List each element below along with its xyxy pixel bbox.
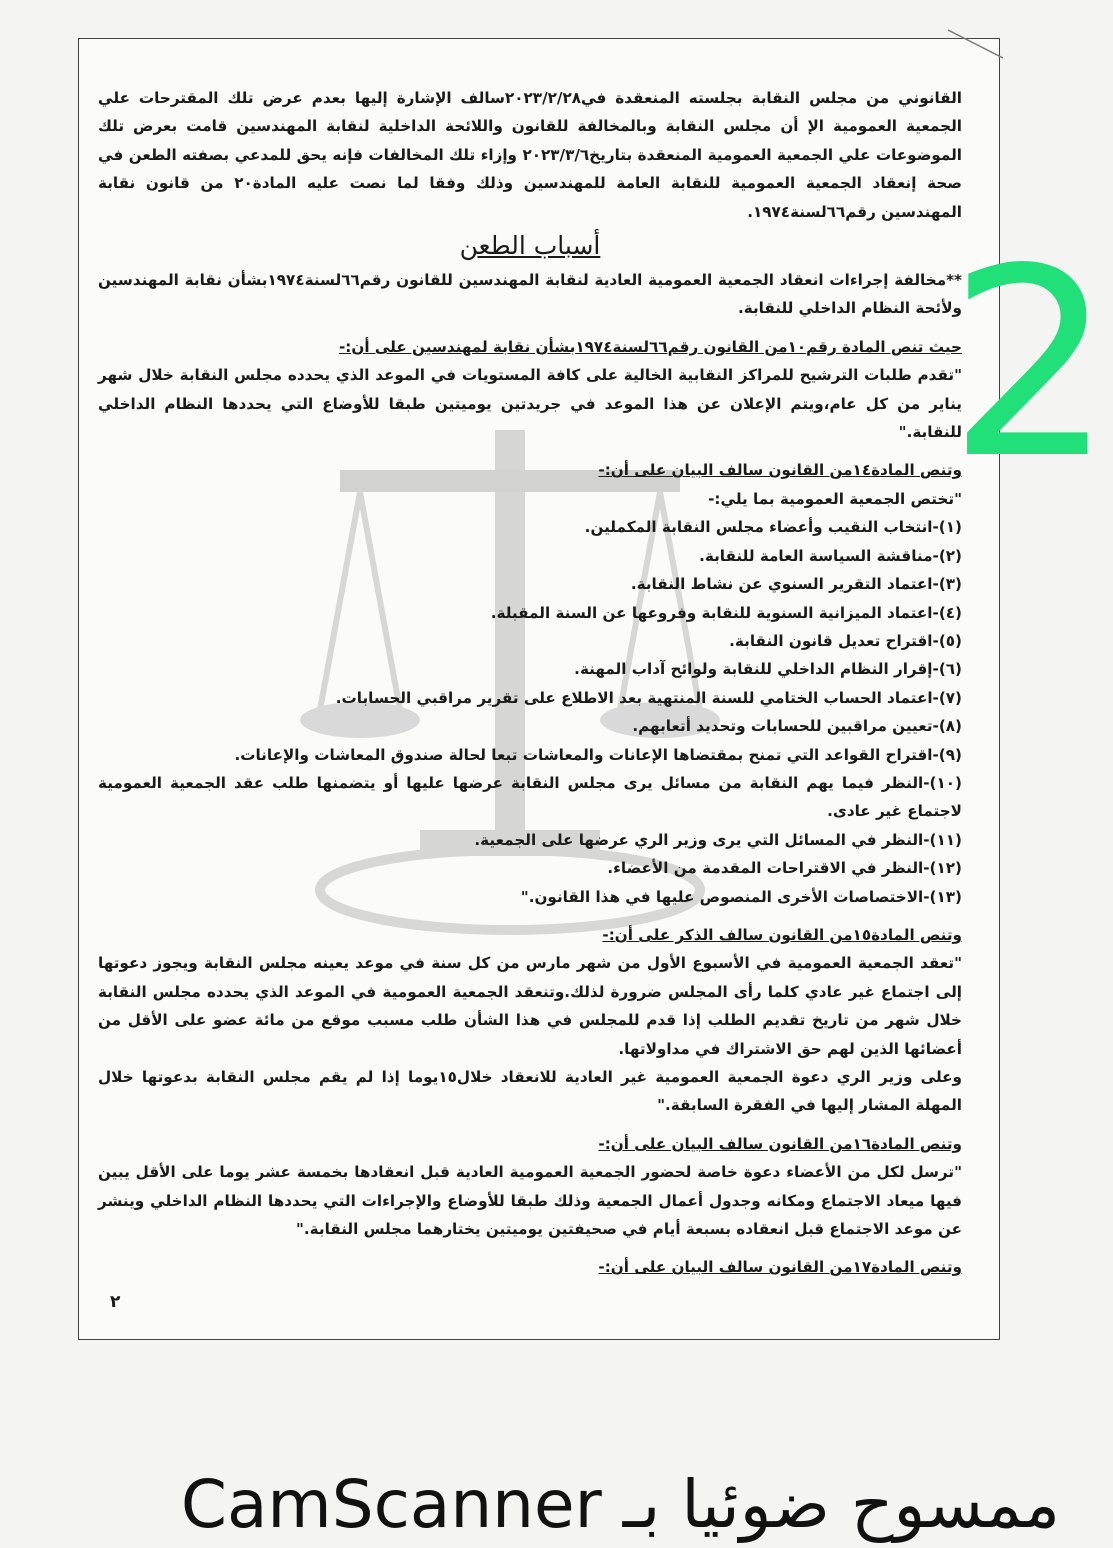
overlay-number: 2 — [948, 214, 1113, 516]
list-item: (٤)-اعتماد الميزانية السنوية للنقابة وفروعها عن السنة المقبلة. — [490, 603, 962, 622]
article14-heading: وتنص المادة١٤من القانون سالف البيان على أن:- — [598, 461, 962, 480]
list-item: (١٢)-النظر في الاقتراحات المقدمة من الأعضاء. — [607, 859, 962, 878]
list-item: (٩)-اقتراح القواعد التي تمنح بمقتضاها الإعانات والمعاشات تبعا لحالة صندوق المعاشات والإعانات. — [234, 745, 962, 764]
article16-text: "ترسل لكل من الأعضاء دعوة خاصة لحضور الجمعية العمومية العادية قبل انعقادها بخمسة عشر يوما على الأقل يبين فيها ميعاد الاجتماع ومكانه وجدول أعمال الجمعية وذلك طبقا للأوضاع والإجراءات التي يحددها النظام الداخلي وينشر عن موعد الاجتماع قبل انعقاده بسبعة أيام في صحيفتين يوميتين يختارهما مجلس النقابة." — [98, 1163, 962, 1239]
list-item: (٣)-اعتماد التقرير السنوي عن نشاط النقابة. — [630, 575, 962, 594]
article15-text: "تعقد الجمعية العمومية في الأسبوع الأول من شهر مارس من كل سنة في موعد يعينه مجلس النقابة ويجوز دعوتها إلى اجتماع غير عادي كلما رأى المجلس ضرورة لذلك.وتنعقد الجمعية العمومية في الموعد الذي يحدده مجلس النقابة خلال شهر من تاريخ تقديم الطلب إذا قدم للمجلس في هذا الشأن طلب مسبب موقع من مائة عضو على الأقل من أعضائها الذين لهم حق الاشتراك في مداولاتها. — [98, 954, 962, 1058]
violation-line: **مخالفة إجراءات انعقاد الجمعية العمومية العادية لنقابة المهندسين للقانون رقم٦٦لسنة١٩٧٤بشأن نقابة المهندسين ولأئحة النظام الداخلي للنقابة. — [98, 271, 962, 318]
list-item: (١٠)-النظر فيما يهم النقابة من مسائل يرى مجلس النقابة عرضها عليها أو يتضمنها طلب عقد الجمعية العمومية لاجتماع غير عادى. — [98, 773, 962, 821]
article14-intro: "تختص الجمعية العمومية بما يلي:- — [708, 489, 962, 508]
scanner-watermark-strip: ممسوح ضوئيا بـ CamScanner — [180, 1466, 1060, 1543]
list-item: (١)-انتخاب النقيب وأعضاء مجلس النقابة المكملين. — [584, 518, 962, 537]
section-title: أسباب الطعن — [459, 231, 601, 261]
list-item: (١١)-النظر في المسائل التي يرى وزير الري عرضها على الجمعية. — [474, 830, 962, 849]
page-corner-fold — [948, 30, 1008, 60]
list-item: (٨)-تعيين مراقبين للحسابات وتحديد أتعابهم. — [632, 717, 962, 736]
list-item: (٦)-إقرار النظام الداخلي للنقابة ولوائح آداب المهنة. — [574, 660, 962, 679]
article17-heading: وتنص المادة١٧من القانون سالف البيان على أن:- — [598, 1258, 962, 1277]
article10-text: "تقدم طلبات الترشيح للمراكز النقابية الخالية على كافة المستويات في الموعد الذي يحدده مجلس النقابة خلال شهر يناير من كل عام،ويتم الإعلان عن هذا الموعد في جريدتين يوميتين طبقا للأوضاع التي يحددها النظام الداخلي للنقابة." — [98, 366, 962, 442]
list-item: (٢)-مناقشة السياسة العامة للنقابة. — [699, 546, 962, 565]
document-body — [98, 84, 962, 1282]
intro-paragraph: القانوني من مجلس النقابة بجلسته المنعقدة في٢٠٢٣/٢/٢٨سالف الإشارة إليها بعدم عرض تلك المقترحات علي الجمعية العمومية الإ أن مجلس النقابة وبالمخالفة للقانون واللائحة الداخلية لنقابة المهندسين قامت بعرض تلك الموضوعات علي الجمعية العمومية المنعقدة بتاريخ٢٠٢٣/٣/٦ وإزاء تلك المخالفات فإنه يحق للمدعي بصفته الطعن في صحة إنعقاد الجمعية العمومية للنقابة العامة للمهندسين وذلك وفقا لما نصت عليه المادة٢٠ من قانون نقابة المهندسين رقم٦٦لسنة١٩٧٤. — [98, 89, 963, 221]
list-item: (٥)-اقتراح تعديل قانون النقابة. — [729, 631, 962, 650]
article10-heading: حيث تنص المادة رقم١٠من القانون رقم٦٦لسنة١٩٧٤بشأن نقابة لمهندسين على أن:- — [338, 337, 962, 356]
page-number: ٢ — [110, 1292, 121, 1312]
list-item: (٧)-اعتماد الحساب الختامي للسنة المنتهية بعد الاطلاع على تقرير مراقبي الحسابات. — [335, 688, 962, 707]
article14-list — [98, 513, 962, 911]
article16-heading: وتنص المادة١٦من القانون سالف البيان على أن:- — [598, 1134, 962, 1153]
article15-text: وعلى وزير الري دعوة الجمعية العمومية غير العادية للانعقاد خلال١٥يوما إذا لم يقم مجلس النقابة بدعوتها خلال المهلة المشار إليها في الفقرة السابقة." — [98, 1068, 962, 1115]
list-item: (١٣)-الاختصاصات الأخرى المنصوص عليها في هذا القانون." — [520, 887, 962, 906]
article15-heading: وتنص المادة١٥من القانون سالف الذكر على أن:- — [602, 925, 962, 944]
